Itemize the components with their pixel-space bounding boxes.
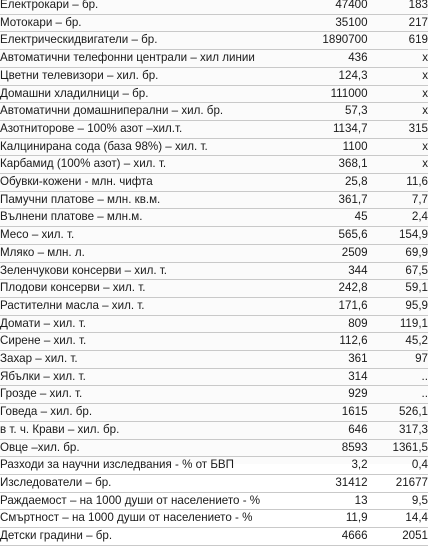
row-value-first: 4666 xyxy=(320,528,367,546)
row-label: в т. ч. Крави – хил. бр. xyxy=(0,421,320,439)
table-row xyxy=(0,368,428,386)
row-value-first: 314 xyxy=(320,368,367,386)
row-label: Ябълки – хил. т. xyxy=(0,368,320,386)
table-row xyxy=(0,50,428,68)
row-value-second: х xyxy=(368,50,428,68)
row-value-second: 21677 xyxy=(368,474,428,492)
table-row xyxy=(0,191,428,209)
row-value-first: 31412 xyxy=(320,474,367,492)
row-label: Детски градини – бр. xyxy=(0,528,320,546)
row-value-second: 315 xyxy=(368,120,428,138)
row-label: Азотниторове – 100% азот –хил.т. xyxy=(0,120,320,138)
row-label: Растителни масла – хил. т. xyxy=(0,297,320,315)
table-row xyxy=(0,103,428,121)
row-value-second: 9,5 xyxy=(368,492,428,510)
row-value-second: 95,9 xyxy=(368,297,428,315)
row-value-first: 809 xyxy=(320,315,367,333)
row-label: Зеленчукови консерви – хил. т. xyxy=(0,262,320,280)
row-label: Калцинирана сода (база 98%) – хил. т. xyxy=(0,138,320,156)
row-value-second: 1361,5 xyxy=(368,439,428,457)
table-row xyxy=(0,421,428,439)
row-label: Домати – хил. т. xyxy=(0,315,320,333)
row-label: Смъртност – на 1000 души от населението - % xyxy=(0,510,320,528)
table-row xyxy=(0,404,428,422)
row-value-first: 361,7 xyxy=(320,191,367,209)
row-value-second: 2,4 xyxy=(368,209,428,227)
row-value-second: 154,9 xyxy=(368,227,428,245)
row-value-first: 45 xyxy=(320,209,367,227)
table-row xyxy=(0,457,428,475)
table-row xyxy=(0,174,428,192)
row-value-second: .. xyxy=(368,386,428,404)
table-row xyxy=(0,244,428,262)
table-row xyxy=(0,386,428,404)
row-label: Разходи за научни изследвания - % от БВП xyxy=(0,457,320,475)
row-value-second: 317,3 xyxy=(368,421,428,439)
row-value-first: 344 xyxy=(320,262,367,280)
table-row xyxy=(0,85,428,103)
table-row xyxy=(0,351,428,369)
row-value-second: 97 xyxy=(368,351,428,369)
table-row xyxy=(0,297,428,315)
table-row xyxy=(0,67,428,85)
table-row xyxy=(0,209,428,227)
row-value-first: 57,3 xyxy=(320,103,367,121)
row-value-first: 436 xyxy=(320,50,367,68)
row-value-second: 183 xyxy=(368,0,428,14)
table-row xyxy=(0,227,428,245)
row-value-second: 526,1 xyxy=(368,404,428,422)
row-label: Памучни платове – млн. кв.м. xyxy=(0,191,320,209)
row-value-first: 242,8 xyxy=(320,280,367,298)
table-row xyxy=(0,492,428,510)
row-value-second: 119,1 xyxy=(368,315,428,333)
table-row xyxy=(0,528,428,546)
row-value-second: х xyxy=(368,103,428,121)
row-value-second: .. xyxy=(368,368,428,386)
row-value-second: 59,1 xyxy=(368,280,428,298)
table-row xyxy=(0,14,428,32)
row-value-second: 45,2 xyxy=(368,333,428,351)
row-label: Грозде – хил. т. xyxy=(0,386,320,404)
row-label: Мотокари – бр. xyxy=(0,14,320,32)
row-label: Вълнени платове – млн.м. xyxy=(0,209,320,227)
row-value-first: 368,1 xyxy=(320,156,367,174)
table-row xyxy=(0,315,428,333)
table-row xyxy=(0,333,428,351)
row-label: Домашни хладилници – бр. xyxy=(0,85,320,103)
row-label: Сирене – хил. т. xyxy=(0,333,320,351)
row-label: Плодови консерви – хил. т. xyxy=(0,280,320,298)
row-value-first: 1890700 xyxy=(320,32,367,50)
row-value-second: 69,9 xyxy=(368,244,428,262)
row-value-first: 11,9 xyxy=(320,510,367,528)
row-label: Обувки-кожени - млн. чифта xyxy=(0,174,320,192)
row-value-first: 124,3 xyxy=(320,67,367,85)
row-label: Овце –хил. бр. xyxy=(0,439,320,457)
row-value-second: х xyxy=(368,138,428,156)
row-value-first: 2509 xyxy=(320,244,367,262)
row-value-second: х xyxy=(368,85,428,103)
row-label: Автоматични домашниперални – хил. бр. xyxy=(0,103,320,121)
row-value-second: х xyxy=(368,156,428,174)
row-label: Говеда – хил. бр. xyxy=(0,404,320,422)
table-row xyxy=(0,280,428,298)
table-row xyxy=(0,138,428,156)
row-value-second: 619 xyxy=(368,32,428,50)
row-label: Изследователи – бр. xyxy=(0,474,320,492)
row-value-first: 361 xyxy=(320,351,367,369)
row-value-second: 14,4 xyxy=(368,510,428,528)
row-value-first: 646 xyxy=(320,421,367,439)
row-value-first: 929 xyxy=(320,386,367,404)
row-value-second: х xyxy=(368,67,428,85)
table-row xyxy=(0,510,428,528)
row-label: Месо – хил. т. xyxy=(0,227,320,245)
table-row xyxy=(0,474,428,492)
row-value-first: 1134,7 xyxy=(320,120,367,138)
row-label: Цветни телевизори – хил. бр. xyxy=(0,67,320,85)
row-label: Захар – хил. т. xyxy=(0,351,320,369)
row-value-first: 35100 xyxy=(320,14,367,32)
row-value-second: 67,5 xyxy=(368,262,428,280)
table-row xyxy=(0,439,428,457)
row-value-second: 2051 xyxy=(368,528,428,546)
row-value-first: 1615 xyxy=(320,404,367,422)
row-label: Автоматични телефонни централи – хил линии xyxy=(0,50,320,68)
table-row xyxy=(0,156,428,174)
row-label: Раждаемост – на 1000 души от населението - % xyxy=(0,492,320,510)
row-value-first: 3,2 xyxy=(320,457,367,475)
row-value-second: 11,6 xyxy=(368,174,428,192)
row-value-first: 111000 xyxy=(320,85,367,103)
row-label: Мляко – млн. л. xyxy=(0,244,320,262)
row-value-first: 13 xyxy=(320,492,367,510)
row-label: Електрокари – бр. xyxy=(0,0,320,14)
row-value-second: 0,4 xyxy=(368,457,428,475)
table-row xyxy=(0,120,428,138)
row-value-first: 1100 xyxy=(320,138,367,156)
row-label: Електрическидвигатели – бр. xyxy=(0,32,320,50)
row-value-first: 171,6 xyxy=(320,297,367,315)
table-row xyxy=(0,262,428,280)
row-value-first: 8593 xyxy=(320,439,367,457)
row-value-first: 47400 xyxy=(320,0,367,14)
row-value-second: 7,7 xyxy=(368,191,428,209)
row-value-second: 217 xyxy=(368,14,428,32)
row-value-first: 112,6 xyxy=(320,333,367,351)
table-row xyxy=(0,0,428,14)
row-value-first: 25,8 xyxy=(320,174,367,192)
row-value-first: 565,6 xyxy=(320,227,367,245)
row-label: Карбамид (100% азот) – хил. т. xyxy=(0,156,320,174)
table-row xyxy=(0,32,428,50)
